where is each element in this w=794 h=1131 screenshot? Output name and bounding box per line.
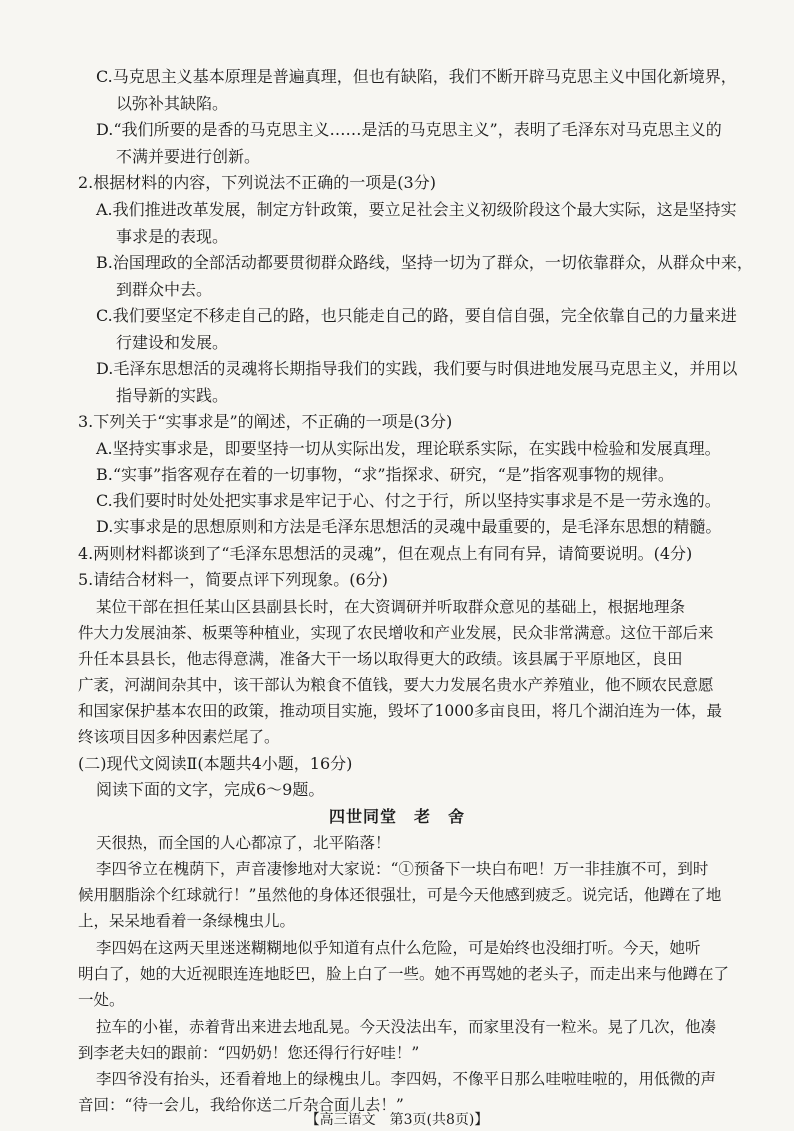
text-line: 3.下列关于“实事求是”的阐述，不正确的一项是(3分)	[78, 412, 453, 431]
text-line: 和国家保护基本农田的政策，推动项目实施，毁坏了1000多亩良田，将几个湖泊连为一体，最	[78, 702, 722, 720]
page-footer: 【高三语文 第3页(共8页)】	[305, 1112, 489, 1128]
text-line: 5.请结合材料一，简要点评下列现象。(6分)	[78, 570, 388, 589]
text-line: 以弥补其缺陷。	[116, 94, 229, 113]
text-line: A.我们推进改革发展，制定方针政策，要立足社会主义初级阶段这个最大实际，这是坚持实	[96, 200, 737, 219]
text-line: D.“我们所要的是香的马克思主义……是活的马克思主义”，表明了毛泽东对马克思主义的	[96, 120, 722, 139]
text-line: 拉车的小崔，赤着背出来进去地乱晃。今天没法出车，而家里没有一粒米。晃了几次，他凑	[96, 1018, 717, 1036]
text-line: 4.两则材料都谈到了“毛泽东思想活的灵魂”，但在观点上有同有异，请简要说明。(4分)	[78, 544, 693, 563]
text-line: 阅读下面的文字，完成6～9题。	[96, 780, 325, 799]
text-line: D.毛泽东思想活的灵魂将长期指导我们的实践，我们要与时俱进地发展马克思主义，并用以	[96, 359, 738, 378]
text-line: C.马克思主义基本原理是普遍真理，但也有缺陷，我们不断开辟马克思主义中国化新境界，	[96, 67, 737, 86]
text-line: B.“实事”指客观存在着的一切事物，“求”指探求、研究，“是”指客观事物的规律。	[96, 465, 674, 484]
text-line: D.实事求是的思想原则和方法是毛泽东思想活的灵魂中最重要的，是毛泽东思想的精髓。	[96, 517, 722, 536]
text-line: 到群众中去。	[116, 280, 213, 299]
text-line: 件大力发展油茶、板栗等种植业，实现了农民增收和产业发展，民众非常满意。这位干部后来	[78, 624, 714, 642]
text-line: B.治国理政的全部活动都要贯彻群众路线，坚持一切为了群众，一切依靠群众，从群众中来，	[96, 253, 753, 272]
text-line: 音回：“待一会儿，我给你送二斤杂合面儿去！”	[78, 1096, 404, 1114]
text-line: 李四妈在这两天里迷迷糊糊地似乎知道有点什么危险，可是始终也没细打听。今天，她听	[96, 939, 701, 957]
text-line: 候用胭脂涂个红球就行！”虽然他的身体还很强壮，可是今天他感到疲乏。说完话，他蹲在了地	[78, 886, 722, 904]
text-line: (二)现代文阅读Ⅱ(本题共4小题，16分)	[78, 754, 353, 773]
text-line: C.我们要坚定不移走自己的路，也只能走自己的路，要自信自强，完全依靠自己的力量来进	[96, 306, 737, 325]
text-line: 天很热，而全国的人心都凉了，北平陷落！	[96, 834, 391, 852]
text-line: 广袤，河湖间杂其中，该干部认为粮食不值钱，要大力发展名贵水产养殖业，他不顾农民意愿	[78, 676, 714, 694]
text-line: 不满并要进行创新。	[116, 147, 261, 166]
text-line: 到李老夫妇的跟前：“四奶奶！您还得行行好哇！”	[78, 1044, 420, 1062]
text-line: 李四爷立在槐荫下，声音凄惨地对大家说：“①预备下一块白布吧！万一非挂旗不可，到时	[96, 860, 709, 878]
text-line: 明白了，她的大近视眼连连地眨巴，脸上白了一些。她不再骂她的老头子，而走出来与他蹲在了	[78, 965, 730, 983]
text-line: 上，呆呆地看着一条绿槐虫儿。	[78, 912, 296, 930]
text-line: 2.根据材料的内容，下列说法不正确的一项是(3分)	[78, 173, 436, 192]
text-line: 一处。	[78, 991, 125, 1009]
text-line: 事求是的表现。	[116, 227, 229, 246]
text-line: A.坚持实事求是，即要坚持一切从实际出发，理论联系实际，在实践中检验和发展真理。	[96, 439, 721, 458]
text-line: 行建设和发展。	[116, 333, 229, 352]
passage-title: 四世同堂 老 舍	[328, 807, 465, 826]
text-line: 升任本县县长，他志得意满，准备大干一场以取得更大的政绩。该县属于平原地区，良田	[78, 650, 683, 668]
text-line: 终该项目因多种因素烂尾了。	[78, 728, 280, 746]
text-line: 李四爷没有抬头，还看着地上的绿槐虫儿。李四妈，不像平日那么哇啦哇啦的，用低微的声	[96, 1070, 717, 1088]
text-line: C.我们要时时处处把实事求是牢记于心、付之于行，所以坚持实事求是不是一劳永逸的。	[96, 491, 721, 510]
text-line: 指导新的实践。	[116, 386, 229, 405]
text-line: 某位干部在担任某山区县副县长时，在大资调研并听取群众意见的基础上，根据地理条	[96, 598, 686, 616]
